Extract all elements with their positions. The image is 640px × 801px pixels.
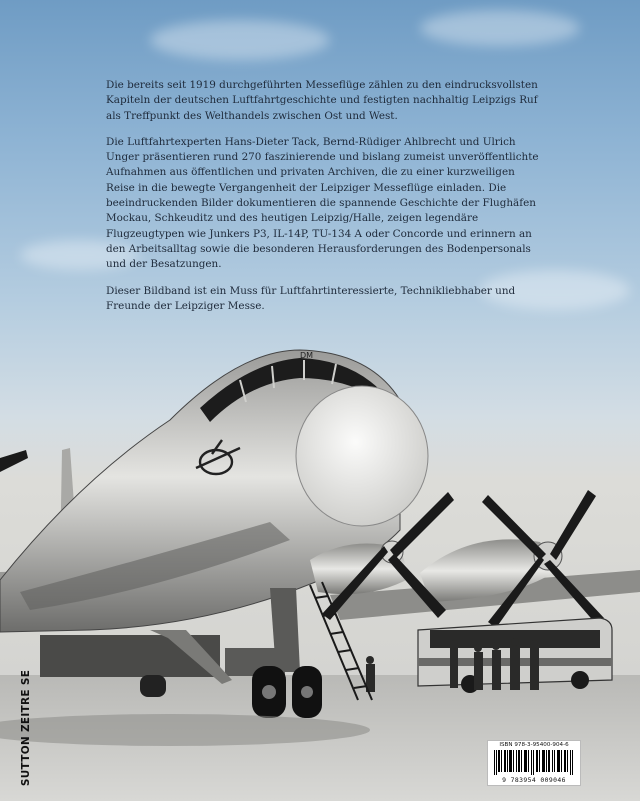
left-propeller-blade xyxy=(0,450,28,472)
cloud xyxy=(420,10,580,46)
isbn-text: ISBN 978-3-95400-904-6 xyxy=(499,742,569,748)
blurb-paragraph-1: Die bereits seit 1919 durchgeführten Messeflüge zählen zu den eindrucksvollsten Kapiteln der deutschen Luftfahrtgeschichte und festigten nachhaltig Leipzigs Ruf als Treffpunkt des Welthandels zwischen Ost und West. xyxy=(106,79,538,122)
blurb-text xyxy=(106,78,546,325)
isbn-barcode xyxy=(487,740,581,786)
blurb-paragraph-2: Die Luftfahrtexperten Hans-Dieter Tack, Bernd-Rüdiger Ahlbrecht und Ulrich Unger präsentieren rund 270 faszinierende und bislang zumeist unveröffentlichte Aufnahmen aus öffentlichen und privaten Archiven, die zu einer kurzweiligen Reise in die bewegte Vergangenheit der Leipziger Messeflüge einladen. Die beeindruckenden Bilder dokumentieren die spannende Geschichte der Flughäfen Mockau, Schkeuditz und des heutigen Leipzig/Halle, zeigen legendäre Flugzeugtypen wie Junkers P3, IL-14P, TU-134 A oder Concorde und erinnern an den Arbeitsalltag sowie die besonderen Herausforderungen des Bodenpersonals und der Besatzungen. xyxy=(106,135,539,271)
barcode-bars xyxy=(494,750,574,775)
barcode-number: 9 783954 009046 xyxy=(502,776,566,784)
nose-marking: DM xyxy=(300,351,314,360)
blurb-paragraph-3: Dieser Bildband ist ein Muss für Luftfahrtinteressierte, Technikliebhaber und Freunde der Leipziger Messe. xyxy=(106,284,516,312)
nose-radome xyxy=(296,386,428,526)
publisher-logo: SUTTON ZEITRE SE xyxy=(20,669,32,787)
cloud xyxy=(150,20,330,60)
aircraft-photo xyxy=(0,330,640,801)
